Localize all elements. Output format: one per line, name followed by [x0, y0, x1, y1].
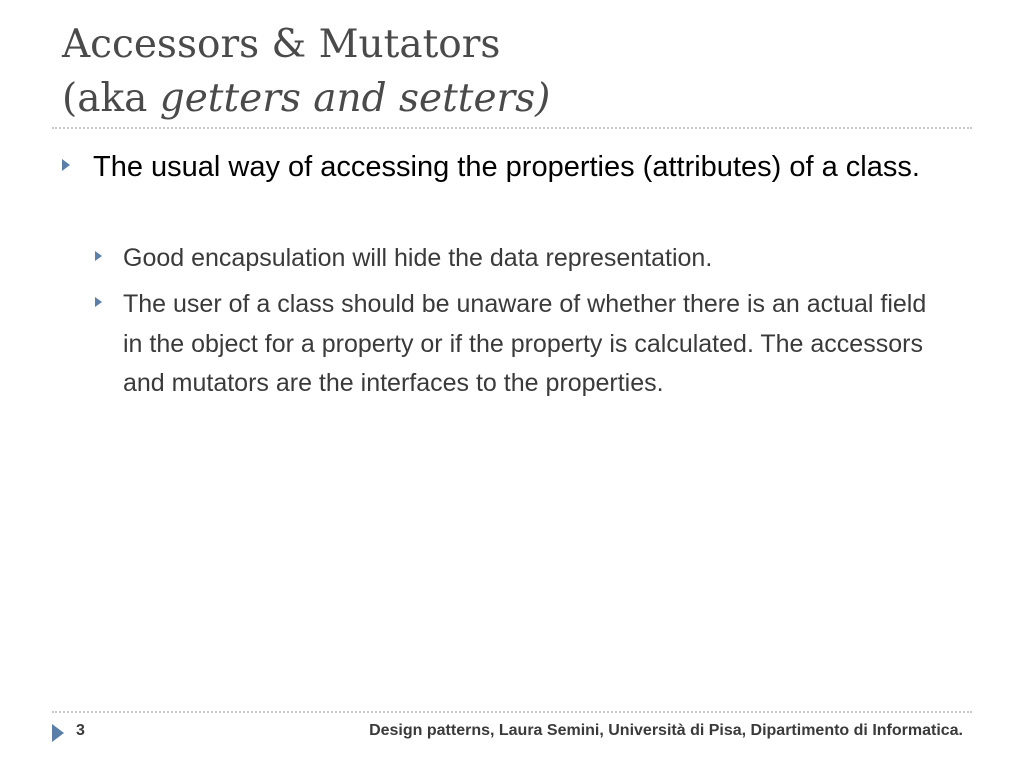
slide-title [62, 18, 962, 126]
title-divider [52, 127, 972, 129]
bullet-arrow-icon [62, 159, 70, 171]
bullet-item [62, 145, 967, 189]
sub-bullet-text: Good encapsulation will hide the data representation. [123, 244, 713, 272]
footer-divider [52, 711, 972, 713]
sub-bullet-item [95, 239, 945, 279]
bullet-text: The usual way of accessing the properties (attributes) of a class. [93, 151, 920, 183]
sub-bullet-text: The user of a class should be unaware of whether there is an actual field in the object for a property or if the property is calculated. The accessors and mutators are the interfaces to the properties. [123, 290, 927, 397]
sub-bullet-item [95, 285, 945, 404]
title-line-2-prefix: (aka [62, 76, 160, 121]
footer-text: Design patterns, Laura Semini, Università di Pisa, Dipartimento di Informatica. [369, 722, 963, 739]
title-line-2-italic: getters and setters) [159, 76, 551, 121]
title-line-2 [62, 72, 962, 126]
sub-bullet-arrow-icon [95, 297, 102, 307]
page-number: 3 [76, 722, 85, 739]
footer-triangle-icon [52, 724, 64, 742]
title-line-1: Accessors & Mutators [62, 22, 501, 67]
sub-bullet-arrow-icon [95, 251, 102, 261]
